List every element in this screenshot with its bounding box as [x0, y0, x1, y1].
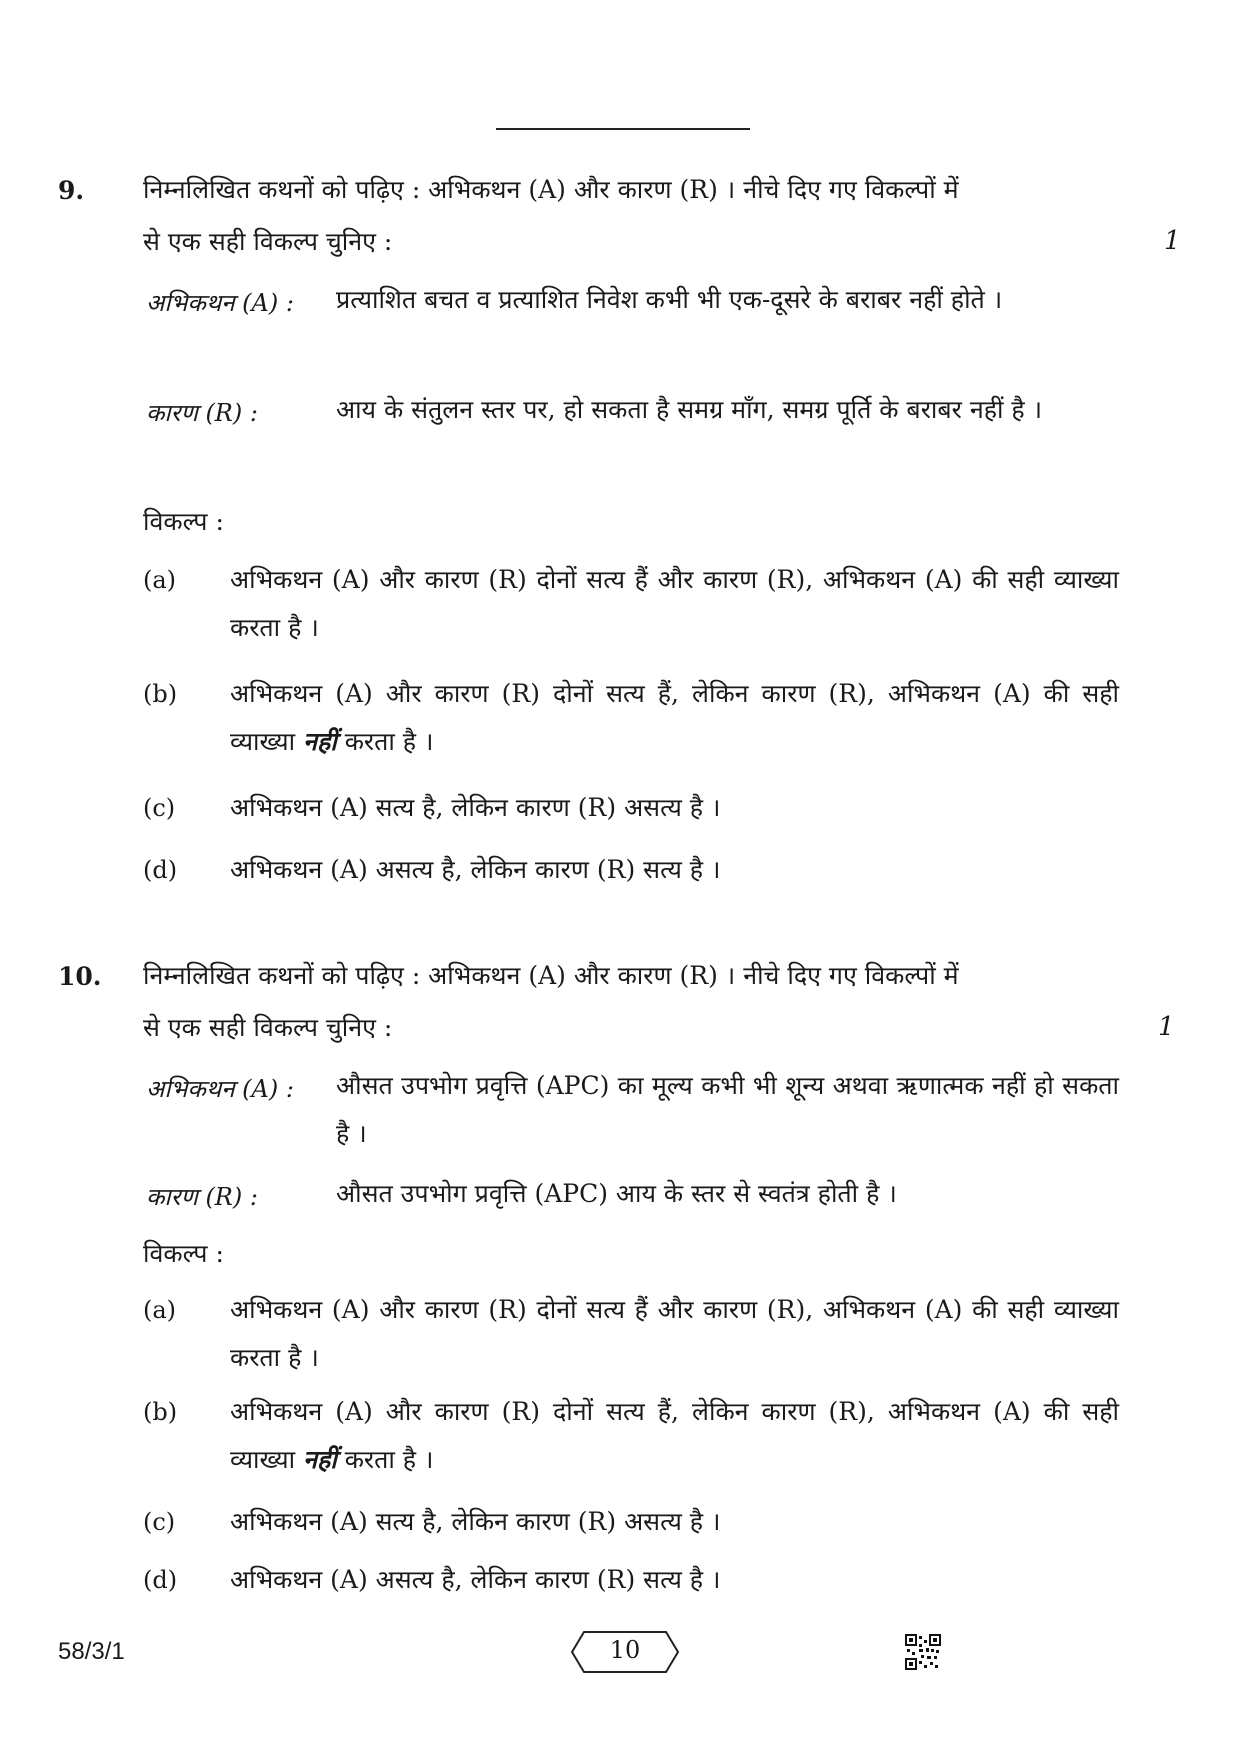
question-10-option-d-key: (d)	[143, 1566, 178, 1594]
question-9-number: 9.	[58, 176, 85, 205]
question-9-option-d-key: (d)	[143, 856, 178, 884]
question-10-stem-line1: निम्नलिखित कथनों को पढ़िए : अभिकथन (A) और कारण (R) । नीचे दिए गए विकल्पों में	[143, 961, 959, 990]
question-9-option-b-text	[230, 670, 1119, 766]
question-9-option-a-key: (a)	[143, 566, 177, 594]
question-10-options-heading: विकल्प :	[143, 1239, 224, 1268]
question-10-number: 10.	[58, 962, 102, 991]
question-10-stem-line2: से एक सही विकल्प चुनिए :	[143, 1013, 393, 1042]
option-b-negation: नहीं	[303, 1445, 337, 1474]
paper-code: 58/3/1	[58, 1638, 125, 1665]
qr-code-icon	[905, 1634, 941, 1670]
page-number-badge	[570, 1630, 680, 1674]
question-10-option-a-key: (a)	[143, 1296, 177, 1324]
question-9-option-c-key: (c)	[143, 794, 176, 822]
option-b-text-before: अभिकथन (A) और कारण (R) दोनों सत्य हैं, लेकिन कारण (R), अभिकथन (A) की सही व्याख्या	[230, 1397, 1119, 1474]
question-9-option-d-text: अभिकथन (A) असत्य है, लेकिन कारण (R) सत्य है ।	[230, 855, 721, 884]
question-10-reason-text: औसत उपभोग प्रवृत्ति (APC) आय के स्तर से स्वतंत्र होती है ।	[336, 1179, 897, 1208]
question-9-stem-line1: निम्नलिखित कथनों को पढ़िए : अभिकथन (A) और कारण (R) । नीचे दिए गए विकल्पों में	[143, 175, 959, 204]
question-10-reason-label: कारण (R) :	[146, 1183, 258, 1211]
question-10-option-b-text	[230, 1388, 1119, 1484]
page-number: 10	[609, 1636, 641, 1664]
question-10-marks: 1	[1158, 1012, 1175, 1042]
question-10-option-a-text: अभिकथन (A) और कारण (R) दोनों सत्य हैं और कारण (R), अभिकथन (A) की सही व्याख्या करता है ।	[230, 1295, 1119, 1372]
question-9-reason-text: आय के संतुलन स्तर पर, हो सकता है समग्र माँग, समग्र पूर्ति के बराबर नहीं है ।	[336, 395, 1043, 424]
question-10-option-b-key: (b)	[143, 1398, 178, 1426]
question-10-option-c-text: अभिकथन (A) सत्य है, लेकिन कारण (R) असत्य है ।	[230, 1507, 721, 1536]
option-b-text-after: करता है ।	[344, 727, 434, 756]
question-9-stem-line2: से एक सही विकल्प चुनिए :	[143, 227, 393, 256]
question-9-option-b-key: (b)	[143, 680, 178, 708]
question-9-assertion-label: अभिकथन (A) :	[146, 289, 294, 317]
option-b-text-before: अभिकथन (A) और कारण (R) दोनों सत्य हैं, लेकिन कारण (R), अभिकथन (A) की सही व्याख्या	[230, 679, 1119, 756]
question-9-assertion-text: प्रत्याशित बचत व प्रत्याशित निवेश कभी भी एक-दूसरे के बराबर नहीं होते ।	[336, 285, 1003, 314]
question-9-marks: 1	[1164, 226, 1181, 256]
question-9-reason-label: कारण (R) :	[146, 399, 258, 427]
option-b-negation: नहीं	[303, 727, 337, 756]
question-10-option-c-key: (c)	[143, 1508, 176, 1536]
option-b-text-after: करता है ।	[344, 1445, 434, 1474]
question-10-assertion-text: औसत उपभोग प्रवृत्ति (APC) का मूल्य कभी भी शून्य अथवा ऋणात्मक नहीं हो सकता है ।	[336, 1071, 1119, 1148]
question-10-assertion-label: अभिकथन (A) :	[146, 1075, 294, 1103]
question-9-option-c-text: अभिकथन (A) सत्य है, लेकिन कारण (R) असत्य है ।	[230, 793, 721, 822]
question-9-options-heading: विकल्प :	[143, 507, 224, 536]
question-9-option-a-text: अभिकथन (A) और कारण (R) दोनों सत्य हैं और कारण (R), अभिकथन (A) की सही व्याख्या करता है ।	[230, 565, 1119, 642]
top-divider	[496, 128, 750, 130]
question-10-option-d-text: अभिकथन (A) असत्य है, लेकिन कारण (R) सत्य है ।	[230, 1565, 721, 1594]
